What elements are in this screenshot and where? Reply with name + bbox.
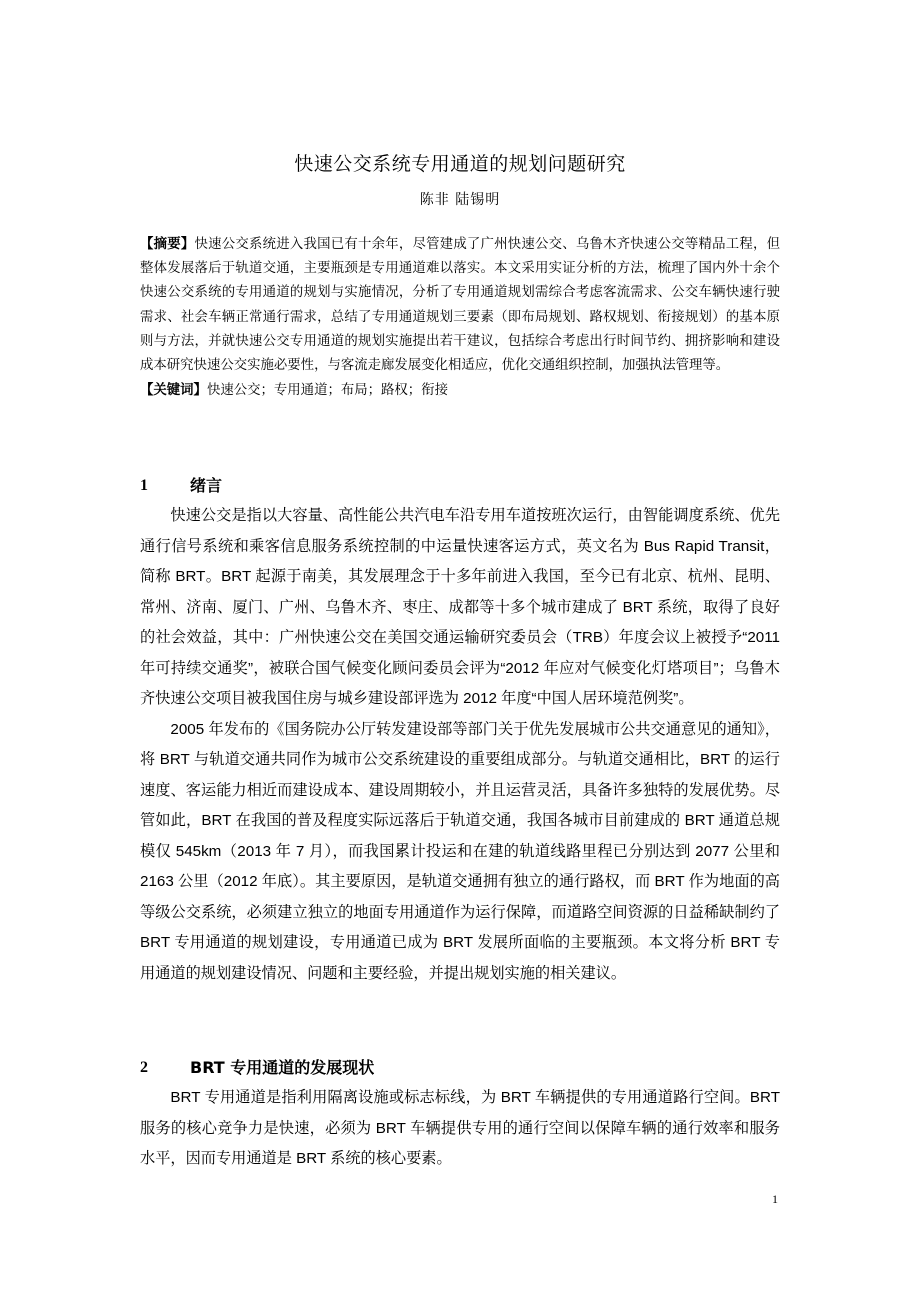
section-heading — [140, 471, 780, 501]
body-paragraph: BRT 专用通道是指利用隔离设施或标志标线，为 BRT 车辆提供的专用通道路行空间。BRT 服务的核心竞争力是快速，必须为 BRT 车辆提供专用的通行空间以保障车辆的通行效率和服务水平，因而专用通道是 BRT 系统的核心要素。 — [140, 1089, 780, 1167]
paper-title: 快速公交系统专用通道的规划问题研究 — [294, 153, 626, 175]
keywords-label: 【关键词】 — [140, 382, 207, 399]
keywords-text: 快速公交；专用通道；布局；路权；衔接 — [206, 383, 448, 399]
body-paragraph: 2005 年发布的《国务院办公厅转发建设部等部门关于优先发展城市公共交通意见的通知》，将 BRT 与轨道交通共同作为城市公交系统建设的重要组成部分。与轨道交通相比，BRT 的运行速度、客运能力相近而建设成本、建设周期较小，并且运营灵活，具备许多独特的发展优势。尽管如此，BRT 在我国的普及程度实际远落后于轨道交通，我国各城市目前建成的 BRT 通道总规模仅 545km（2013 年 7 月），而我国累计投运和在建的轨道线路里程已分别达到 2077 公里和 2163 公里（2012 年底）。其主要原因，是轨道交通拥有独立的通行路权，而 BRT 作为地面的高等级公交系统，必须建立独立的地面专用通道作为运行保障，而道路空间资源的日益稀缺制约了 BRT 专用通道的规划建设，专用通道已成为 BRT 发展所面临的主要瓶颈。本文将分析 BRT 专用通道的规划建设情况、问题和主要经验，并提出规划实施的相关建议。 — [140, 720, 780, 982]
abstract-paragraph — [140, 232, 780, 378]
section-title: BRT 专用通道的发展现状 — [190, 1058, 375, 1077]
abstract-block — [140, 232, 780, 403]
section-introduction — [140, 471, 780, 989]
author-list: 陈非 陆锡明 — [419, 192, 501, 208]
section-number: 1 — [140, 477, 148, 494]
section-title: 绪言 — [190, 476, 223, 495]
section-heading — [140, 1053, 780, 1083]
page-number: 1 — [772, 1192, 778, 1206]
section-number: 2 — [140, 1059, 148, 1076]
keywords-paragraph — [140, 378, 780, 403]
abstract-label: 【摘要】 — [140, 236, 195, 252]
body-paragraph: 快速公交是指以大容量、高性能公共汽电车沿专用车道按班次运行，由智能调度系统、优先通行信号系统和乘客信息服务系统控制的中运量快速客运方式，英文名为 Bus Rapid Transit，简称 BRT。BRT 起源于南美，其发展理念于十多年前进入我国，至今已有北京、杭州、昆明、常州、济南、厦门、广州、乌鲁木齐、枣庄、成都等十多个城市建成了 BRT 系统，取得了良好的社会效益，其中：广州快速公交在美国交通运输研究委员会（TRB）年度会议上被授予“2011 年可持续交通奖”，被联合国气候变化顾问委员会评为“2012 年应对气候变化灯塔项目”；乌鲁木齐快速公交项目被我国住房与城乡建设部评选为 2012 年度“中国人居环境范例奖”。 — [140, 507, 780, 707]
section-development-status — [140, 1053, 780, 1175]
abstract-text: 快速公交系统进入我国已有十余年，尽管建成了广州快速公交、乌鲁木齐快速公交等精品工程，但整体发展落后于轨道交通，主要瓶颈是专用通道难以落实。本文采用实证分析的方法，梳理了国内外十余个快速公交系统的专用通道的规划与实施情况，分析了专用通道规划需综合考虑客流需求、公交车辆快速行驶需求、社会车辆正常通行需求，总结了专用通道规划三要素（即布局规划、路权规划、衔接规划）的基本原则与方法，并就快速公交专用通道的规划实施提出若干建议，包括综合考虑出行时间节约、拥挤影响和建设成本研究快速公交实施必要性，与客流走廊发展变化相适应，优化交通组织控制，加强执法管理等。 — [140, 237, 781, 374]
